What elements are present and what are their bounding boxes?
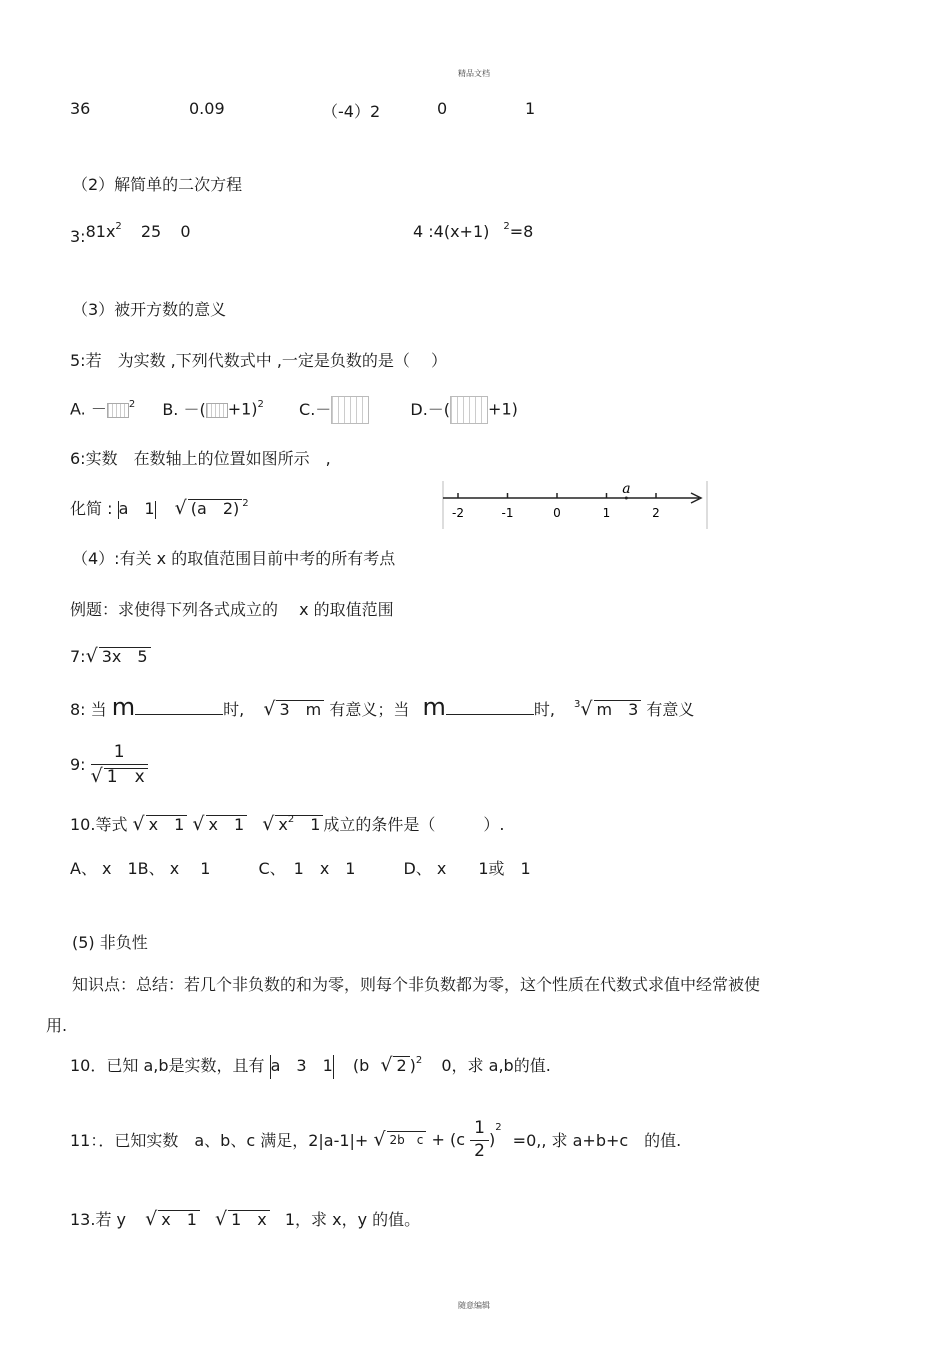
radical-sign: √: [174, 497, 187, 519]
option-b-rest: +1): [227, 399, 258, 419]
tick-label: -2: [452, 506, 464, 520]
q8-label: 8: 当: [70, 700, 107, 719]
option-b: B. －(: [162, 399, 206, 419]
option-a: A. －: [70, 399, 107, 419]
q9-label: 9:: [70, 755, 86, 774]
placeholder-image: [107, 403, 129, 418]
q11-label: 11：．已知实数 a、b、c 满足，2|a-1|+: [70, 1131, 369, 1150]
radical-sign: √: [380, 1054, 393, 1076]
q10a-r3-exp: 2: [287, 814, 295, 825]
option-b-exp: 2: [257, 398, 264, 410]
radical-sign: √: [580, 698, 593, 720]
q4-label: 4 :4(x+1): [413, 222, 490, 241]
q11-mid: + (c: [431, 1130, 466, 1149]
tick-label: 2: [652, 506, 660, 520]
answer-blank: [446, 700, 534, 715]
cube-root-index: 3: [574, 699, 581, 710]
q11-radicand: 2b c: [387, 1131, 427, 1149]
q7-radicand: 3x 5: [99, 647, 151, 665]
radical-sign: √: [192, 813, 205, 835]
placeholder-image: [450, 396, 488, 424]
q10b-exp: 2: [415, 1055, 423, 1066]
q4-exp: 2: [503, 221, 510, 232]
radical-sign: √: [132, 813, 145, 835]
radical-sign: √: [263, 698, 276, 720]
radicand: (a 2): [188, 499, 242, 517]
value-neg4: （-4）2: [322, 102, 381, 121]
q9-radicand: 1 x: [104, 768, 148, 786]
page-header: 精品文档: [458, 69, 490, 78]
knowledge-line-2: 用.: [46, 1016, 68, 1035]
placeholder-image: [331, 396, 369, 424]
var-m: m: [111, 693, 136, 721]
q10a-r3-const: 1: [310, 815, 321, 834]
question-10a: [70, 812, 505, 836]
tick-label: 0: [553, 506, 561, 520]
question-9: [70, 742, 148, 787]
q8-text: 时,: [223, 700, 245, 719]
numerator: 1: [470, 1118, 489, 1141]
value-009: 0.09: [189, 99, 225, 118]
q10a-rest: 成立的条件是（ ）.: [323, 815, 505, 834]
q3-b: 25: [140, 222, 162, 241]
question-6-simplify: [70, 496, 249, 519]
point-a-label: a: [622, 481, 631, 497]
placeholder-image: [206, 403, 228, 418]
question-4: [413, 222, 533, 241]
question-13: [70, 1207, 420, 1230]
q10a-radicand-2: x 1: [206, 815, 248, 833]
denominator: √ 1 x: [91, 765, 148, 787]
q10a-radicand-1: x 1: [146, 815, 188, 833]
value-0: 0: [437, 99, 448, 118]
q10a-r3-var: x: [278, 815, 288, 834]
var-m: m: [422, 693, 446, 721]
q10a-label: 10.等式: [70, 815, 128, 834]
question-5: 5:若 为实数 ,下列代数式中 ,一定是负数的是（ ）: [70, 351, 448, 370]
radicand-exp: 2: [242, 498, 249, 509]
example-text: 例题：求使得下列各式成立的 x 的取值范围: [70, 600, 394, 619]
abs-content: a 1: [118, 499, 155, 518]
question-7: [70, 645, 151, 667]
radical-sign: √: [214, 1208, 228, 1230]
q7-label: 7:: [70, 647, 86, 666]
option-a-exp: 2: [128, 398, 136, 410]
radical-sign: √: [373, 1128, 386, 1151]
simplify-label: 化简 :: [70, 499, 113, 518]
abs-bar: [333, 1055, 334, 1079]
tick-label: 1: [602, 506, 611, 520]
q8-text: 有意义: [646, 700, 695, 719]
q10b-label: 10．已知 a,b是实数，且有: [70, 1056, 265, 1075]
q10a-radicand-3: [275, 815, 323, 836]
question-10a-options: A、 x 1B、 x 1 C、 1 x 1 D、 x 1或 1: [70, 859, 531, 878]
q10b-abs-text: a 3 1: [270, 1056, 333, 1075]
question-10b: 10．已知 a,b是实数，且有 a 3 1 (b √ 2 )$^2$ 0，求 a,b的值.: [70, 1053, 551, 1079]
question-11: 11：．已知实数 a、b、c 满足，2|a-1|+ √ 2b c + (c $\frac{1}{2}$ )$^2$ =0,, 求 a+b+c 的值.: [70, 1118, 682, 1161]
page-footer: 随意编辑: [458, 1301, 490, 1310]
number-line: [441, 481, 709, 529]
section-3-title: （3）被开方数的意义: [72, 300, 227, 319]
q11-rest: =0,, 求 a+b+c 的值.: [512, 1131, 682, 1150]
q8-text: 时,: [533, 700, 555, 719]
q3-c: 0: [180, 222, 191, 241]
q10b-abs: [271, 1056, 333, 1075]
answer-blank: [135, 700, 223, 715]
q3-label: 3:: [70, 227, 86, 246]
q8-radicand-2: m 3: [594, 700, 642, 718]
numerator: 1: [91, 742, 148, 765]
value-36: 36: [70, 99, 91, 118]
option-d: D.－(: [410, 399, 451, 419]
fraction: [91, 742, 148, 787]
q10b-rest: 0，求 a,b的值.: [441, 1056, 551, 1075]
q13-radicand-1: x 1: [158, 1210, 200, 1228]
q4-rest: =8: [509, 222, 534, 241]
section-2-title: （2）解简单的二次方程: [72, 175, 243, 194]
abs-bar: [155, 501, 156, 519]
q3-term: 81x: [85, 222, 116, 241]
question-3: [70, 221, 191, 246]
option-c: C.－: [299, 399, 332, 419]
radical-sign: √: [145, 1208, 158, 1230]
section-5-title: (5) 非负性: [72, 933, 148, 952]
q13-label: 13.若 y: [70, 1210, 127, 1229]
value-1: 1: [525, 99, 536, 118]
tick-label: -1: [501, 506, 514, 520]
question-6: 6:实数 在数轴上的位置如图所示 ,: [70, 449, 331, 468]
q10b-radicand: 2: [393, 1056, 409, 1074]
section-4-title: （4）:有关 x 的取值范围目前中考的所有考点: [72, 549, 396, 568]
question-5-options: [70, 396, 630, 424]
denominator: 2: [474, 1141, 485, 1161]
q13-radicand-2: 1 x: [228, 1210, 270, 1228]
q8-text: 有意义；当: [329, 700, 410, 719]
radical-sign: √: [262, 813, 275, 835]
radical-sign: √: [85, 645, 98, 667]
question-8: [70, 693, 694, 721]
q3-exp: 2: [115, 221, 122, 232]
q11-exp: 2: [495, 1122, 502, 1133]
tick-group: [452, 493, 660, 520]
q8-radicand-1: 3 m: [276, 700, 324, 718]
option-d-rest: +1): [488, 399, 518, 419]
knowledge-line-1: 知识点：总结：若几个非负数的和为零，则每个非负数都为零，这个性质在代数式求值中经常被使: [72, 975, 761, 994]
q13-rest: 1，求 x，y 的值。: [284, 1210, 421, 1229]
q10b-mid: (b: [352, 1056, 370, 1075]
fraction: [470, 1118, 489, 1161]
